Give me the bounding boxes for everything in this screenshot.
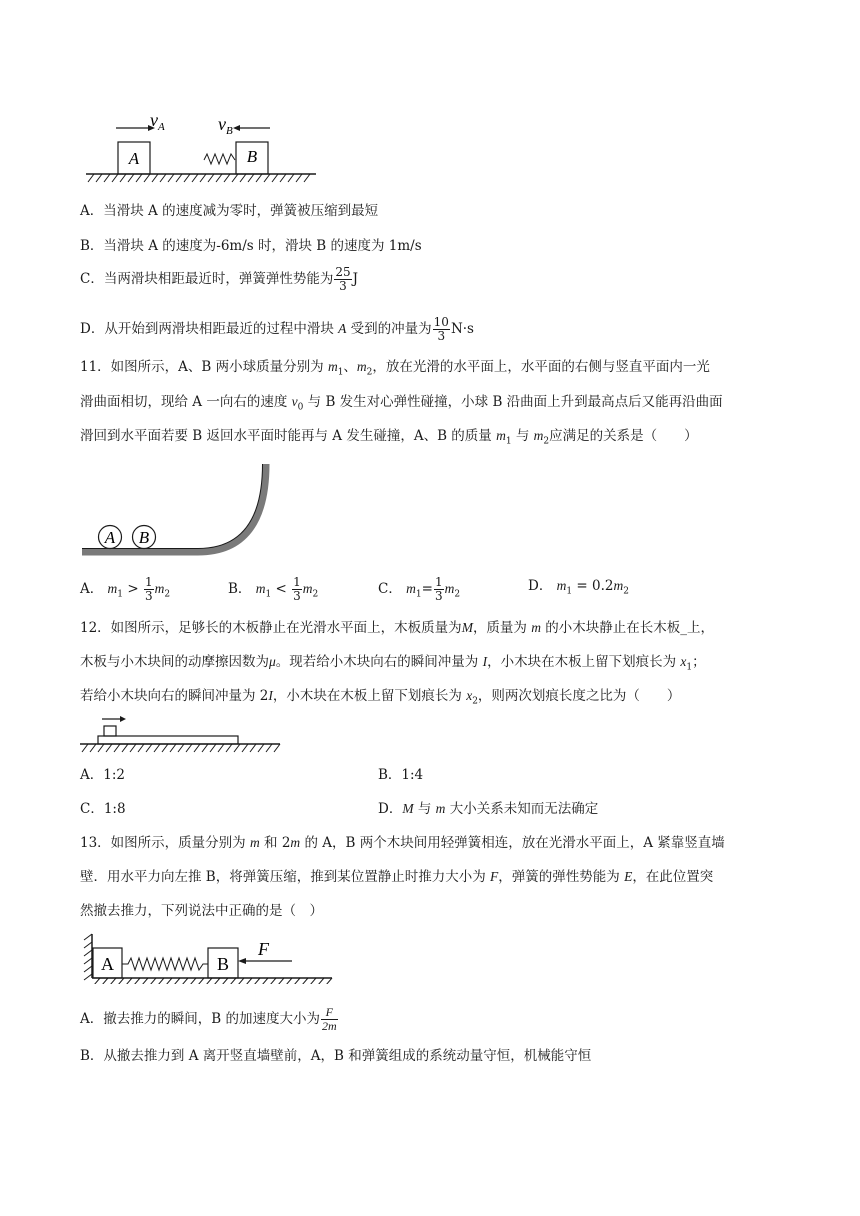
- text: 11．如图所示，A、B 两小球质量分别为: [80, 359, 324, 375]
- sub: 1: [337, 367, 344, 378]
- figure-board-block: [80, 712, 285, 754]
- text: 的小木块静止在长木板_上，: [545, 620, 715, 636]
- text: =: [421, 581, 433, 597]
- frac-num: 1: [144, 575, 153, 589]
- text: 木板与小木块间的动摩擦因数为: [80, 654, 269, 670]
- var: m: [255, 581, 266, 596]
- text: 壁．用水平力向左推 B，将弹簧压缩，推到某位置静止时推力大小为: [80, 869, 486, 885]
- text: 13．如图所示，质量分别为: [80, 835, 246, 851]
- q12-option-b: B．1:4: [378, 767, 424, 783]
- text: ，小木块在木板上留下划痕长为: [272, 688, 462, 704]
- q11-option-d: [528, 576, 629, 602]
- sub: 1: [505, 436, 512, 447]
- arrow-right-icon: [120, 716, 126, 722]
- velocity-a-label: $v_A$: [150, 110, 165, 133]
- q12-option-a: A．1:2: [80, 767, 125, 783]
- var: m: [302, 581, 313, 596]
- frac-den: 3: [339, 279, 347, 293]
- q10-option-c: [80, 266, 358, 293]
- q13-option-a: [80, 1006, 339, 1033]
- sub: 2: [623, 586, 629, 597]
- q10-option-d: [80, 316, 474, 343]
- q11-option-b: [228, 576, 318, 605]
- text: 应满足的关系是（ ）: [549, 428, 698, 444]
- var: m: [406, 581, 416, 596]
- q11-line-2: [80, 392, 723, 418]
- sub: 0: [297, 402, 304, 413]
- text: 、: [343, 359, 357, 375]
- text: 滑回到水平面若要 B 返回水平面时能再与 A 发生碰撞，A、B 的质量: [80, 428, 492, 444]
- ball-a-label: A: [104, 528, 116, 547]
- fraction: [321, 1006, 338, 1033]
- var: m: [290, 835, 301, 850]
- block-a-label: A: [101, 954, 114, 974]
- text: >: [127, 581, 139, 597]
- var: m: [496, 428, 506, 443]
- text: D．: [378, 801, 403, 817]
- text: D．: [528, 578, 553, 594]
- frac-den: 3: [437, 329, 446, 343]
- var: m: [327, 359, 338, 374]
- frac-num: 10: [433, 315, 449, 329]
- text: 大小关系未知而无法确定: [449, 801, 599, 817]
- text: 滑曲面相切，现给 A 一向右的速度: [80, 394, 288, 410]
- frac-den: 3: [293, 589, 301, 603]
- q10-option-a: A．当滑块 A 的速度减为零时，弹簧被压缩到最短: [80, 203, 379, 219]
- sub: 2: [366, 367, 373, 378]
- text: 。现若给小木块向右的瞬间冲量为: [275, 654, 479, 670]
- figure-wall-spring-blocks: [78, 930, 338, 984]
- spring: [204, 154, 235, 164]
- var: M: [461, 620, 473, 635]
- var: m: [531, 620, 541, 635]
- text: A．撤去推力的瞬间，B 的加速度大小为: [80, 1011, 320, 1027]
- var: M: [402, 801, 414, 816]
- sub: 1: [686, 662, 693, 673]
- block-b-label: B: [216, 954, 230, 974]
- var: μ: [269, 654, 276, 669]
- frac-num: 1: [293, 575, 301, 589]
- sub: 1: [566, 586, 573, 597]
- text: ，放在光滑的水平面上，水平面的右侧与竖直平面内一光: [372, 359, 710, 375]
- arrow-left-icon: [238, 958, 246, 964]
- sub: 2: [164, 589, 171, 600]
- frac-num: 25: [335, 265, 351, 279]
- var: A: [338, 321, 347, 336]
- var: E: [624, 869, 633, 884]
- q13-line-2: [80, 867, 713, 887]
- fraction: [433, 316, 450, 343]
- q10-option-d-text: D．从开始到两滑块相距最近的过程中滑块: [80, 321, 334, 337]
- text: C．: [378, 581, 402, 597]
- var: F: [490, 869, 499, 884]
- text: 与: [515, 428, 530, 444]
- unit: J: [352, 271, 359, 287]
- sub: 2: [312, 589, 319, 600]
- figure-two-blocks: [80, 108, 320, 184]
- small-block: [104, 726, 116, 736]
- var: m: [556, 578, 567, 593]
- fraction: [292, 576, 302, 603]
- text: 若给小木块向右的瞬间冲量为 2: [80, 688, 269, 704]
- var: m: [249, 835, 260, 850]
- frac-num: F: [321, 1006, 338, 1020]
- text: 与: [417, 801, 432, 817]
- q12-line-1: [80, 618, 714, 638]
- figure-curved-track: [78, 460, 278, 560]
- frac-den: 2m: [321, 1019, 337, 1033]
- unit: N·s: [450, 321, 474, 337]
- var: m: [613, 578, 624, 593]
- text: 与 B 发生对心弹性碰撞，小球 B 沿曲面上升到最高点后又能再沿曲面: [307, 394, 723, 410]
- long-board: [98, 736, 238, 744]
- q12-line-3: [80, 686, 680, 712]
- text: <: [275, 581, 287, 597]
- text: ；: [692, 654, 706, 670]
- fraction: [434, 576, 444, 603]
- text: = 0.2: [576, 578, 614, 594]
- frac-den: 3: [434, 589, 443, 603]
- force-label: F: [258, 939, 269, 959]
- var: I: [482, 654, 488, 669]
- var: m: [356, 359, 367, 374]
- text: ，则两次划痕长度之比为（ ）: [477, 688, 681, 704]
- text: 12．如图所示，足够长的木板静止在光滑水平面上，木板质量为: [80, 620, 462, 636]
- text: ，小木块在木板上留下划痕长为: [487, 654, 677, 670]
- fraction: [144, 576, 154, 603]
- sub: 2: [543, 436, 550, 447]
- var: m: [107, 581, 118, 596]
- q12-line-2: [80, 652, 706, 678]
- ball-b-label: B: [138, 528, 150, 547]
- sub: 1: [265, 589, 272, 600]
- text: A．: [80, 581, 104, 597]
- q11-option-a: [80, 576, 170, 605]
- frac-den: 3: [144, 589, 153, 603]
- q13-option-b: B．从撤去推力到 A 离开竖直墙壁前，A，B 和弹簧组成的系统动量守恒，机械能守恒: [80, 1048, 592, 1064]
- text: 和 2: [264, 835, 291, 851]
- block-a-label: A: [128, 149, 140, 168]
- var: m: [444, 581, 455, 596]
- text: ，在此位置突: [632, 869, 714, 885]
- sub: 2: [454, 589, 461, 600]
- sub: 1: [117, 589, 124, 600]
- velocity-b-label: $v_B$: [218, 114, 233, 137]
- var: I: [268, 688, 273, 703]
- block-b-label: B: [246, 147, 258, 166]
- q10-option-b: B．当滑块 A 的速度为-6m/s 时，滑块 B 的速度为 1m/s: [80, 238, 422, 254]
- q10-option-d-mid: 受到的冲量为: [350, 321, 432, 337]
- fraction: [334, 266, 351, 293]
- text: ，弹簧的弹性势能为: [498, 869, 620, 885]
- text: B．: [228, 581, 252, 597]
- q10-option-c-text: C．当两滑块相距最近时，弹簧弹性势能为: [80, 271, 334, 287]
- var: m: [154, 581, 165, 596]
- var: x: [680, 654, 687, 669]
- text: ，质量为: [472, 620, 527, 636]
- var: m: [533, 428, 544, 443]
- q12-option-d: [378, 799, 598, 819]
- spring: [122, 958, 208, 970]
- frac-num: 1: [434, 575, 443, 589]
- q11-line-1: [80, 357, 710, 383]
- sub: 1: [415, 589, 422, 600]
- arrow-left-icon: [233, 125, 240, 131]
- q13-line-1: [80, 833, 725, 853]
- q11-line-3: [80, 426, 698, 452]
- sub: 2: [472, 696, 478, 707]
- var: m: [435, 801, 446, 816]
- q11-option-c: [378, 576, 460, 605]
- var: v: [291, 394, 298, 409]
- q13-line-3: 然撤去推力，下列说法中正确的是（ ）: [80, 903, 323, 919]
- var: x: [466, 688, 473, 703]
- q12-option-c: C．1:8: [80, 801, 126, 817]
- text: 的 A，B 两个木块间用轻弹簧相连，放在光滑水平面上，A 紧靠竖直墙: [304, 835, 725, 851]
